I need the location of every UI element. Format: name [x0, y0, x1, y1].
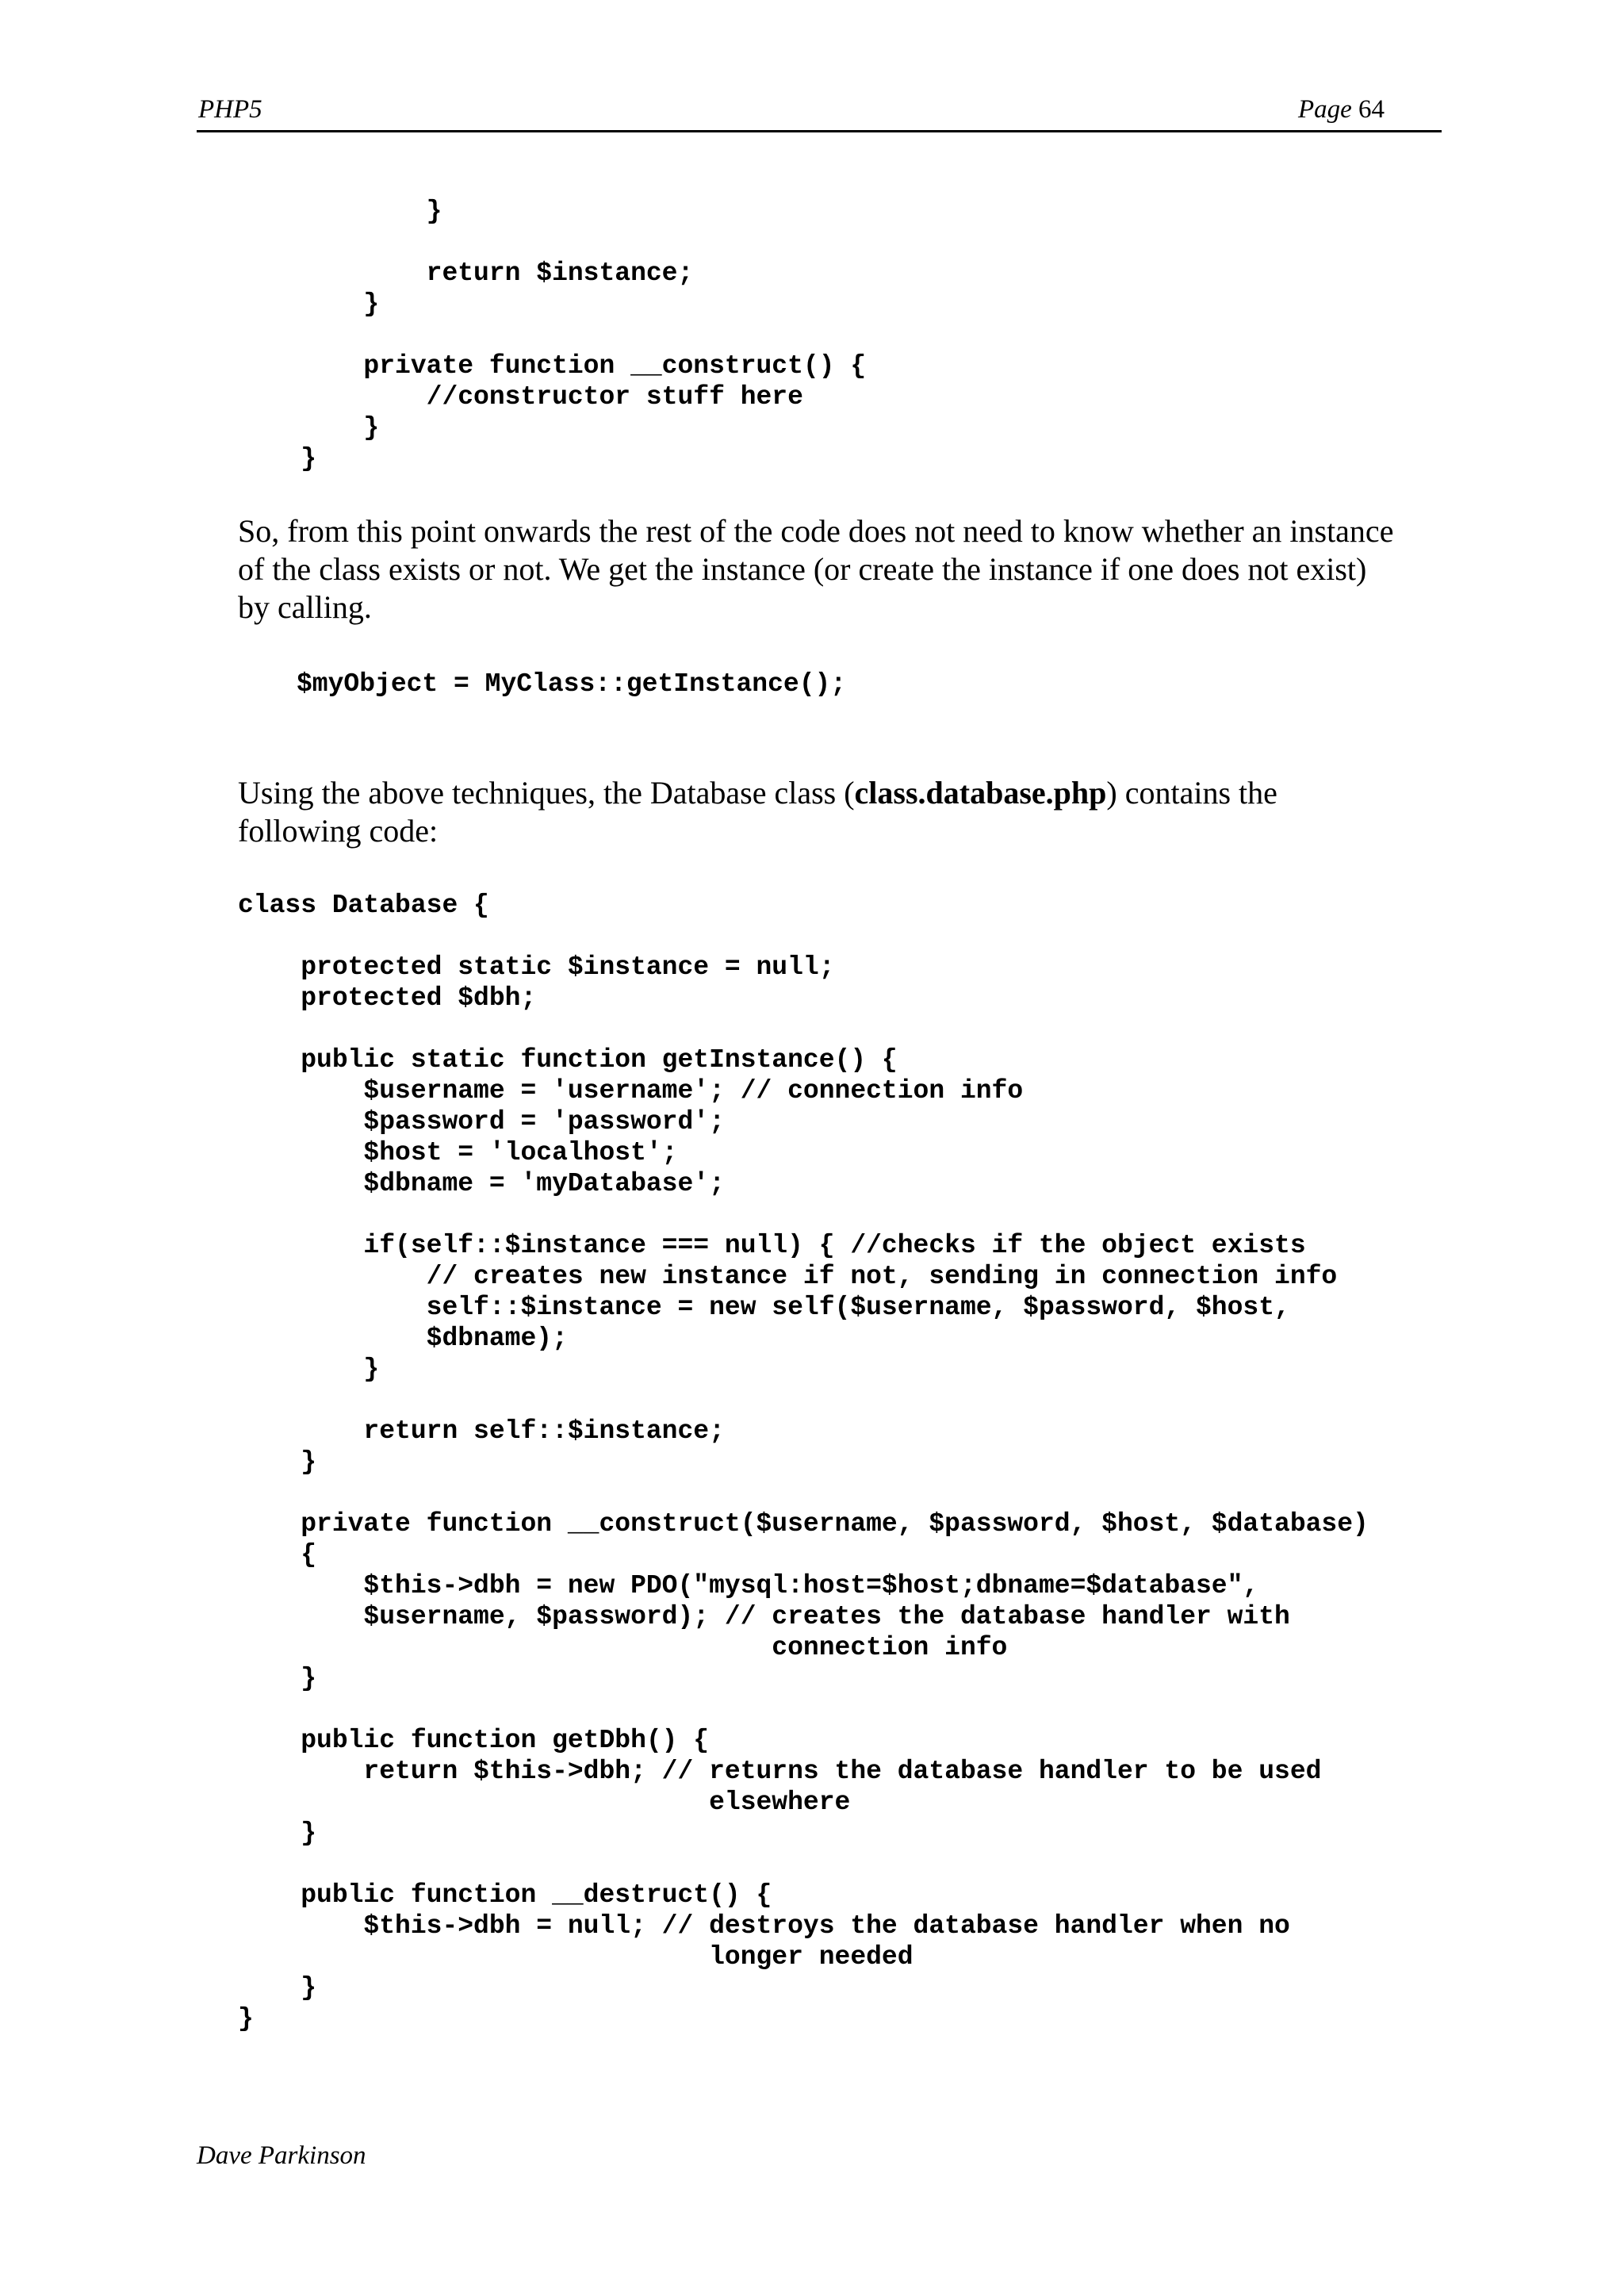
- code-line: }: [238, 444, 317, 473]
- code-line: //constructor stuff here: [238, 382, 803, 412]
- code-line: [238, 1199, 1369, 1230]
- code-line: $dbname);: [238, 1324, 568, 1353]
- header-title: PHP5: [198, 95, 262, 124]
- paragraph-2: [238, 774, 1404, 850]
- code-line: // creates new instance if not, sending in connection info: [238, 1262, 1338, 1291]
- page-label: Page: [1297, 95, 1352, 124]
- code-line: public function __destruct() {: [238, 1880, 772, 1910]
- code-line: [238, 1694, 1369, 1725]
- code-block-call: [297, 669, 846, 700]
- code-line: protected $dbh;: [238, 983, 537, 1013]
- page-header: [197, 89, 1442, 132]
- code-line: class Database {: [238, 891, 489, 920]
- code-line: return $this->dbh; // returns the database handler to be used: [238, 1757, 1322, 1786]
- filename-bold: class.database.php: [854, 775, 1107, 811]
- code-line: public static function getInstance() {: [238, 1045, 898, 1075]
- code-line: [238, 320, 866, 351]
- code-line: }: [238, 1355, 380, 1384]
- code-line: [238, 1849, 1369, 1880]
- code-line: public function getDbh() {: [238, 1726, 710, 1755]
- paragraph-1: So, from this point onwards the rest of the code does not need to know whether an instance of the class exists or not. We get the instance (or create the instance if one does not exist) by calling.: [238, 513, 1394, 625]
- footer-author: Dave Parkinson: [197, 2141, 366, 2170]
- header-page: [1298, 89, 1385, 130]
- code-line: return $instance;: [238, 259, 694, 288]
- code-line: $password = 'password';: [238, 1107, 725, 1137]
- code-line: [238, 1014, 1369, 1045]
- code-line: }: [238, 1973, 317, 2003]
- code-line: elsewhere: [238, 1788, 851, 1817]
- code-line: $username = 'username'; // connection info: [238, 1076, 1024, 1106]
- code-block-database-class: [238, 890, 1369, 2034]
- code-line: $host = 'localhost';: [238, 1138, 678, 1167]
- code-line: }: [238, 2004, 254, 2033]
- code-line: }: [238, 413, 380, 443]
- code-line: $this->dbh = new PDO("mysql:host=$host;dbname=$database",: [238, 1571, 1259, 1600]
- code-line: $username, $password); // creates the database handler with: [238, 1602, 1290, 1631]
- code-line: return self::$instance;: [238, 1416, 725, 1446]
- code-line: if(self::$instance === null) { //checks if the object exists: [238, 1231, 1306, 1260]
- paragraph-2-before: Using the above techniques, the Database class (: [238, 775, 855, 811]
- code-line: {: [238, 1540, 317, 1570]
- code-line: }: [238, 1819, 317, 1848]
- code-line: }: [238, 1664, 317, 1693]
- code-line: [238, 921, 1369, 952]
- code-line: [238, 1478, 1369, 1508]
- page-footer: [197, 2141, 366, 2171]
- code-line: }: [238, 197, 442, 226]
- page-number: 64: [1358, 95, 1385, 124]
- code-line: $this->dbh = null; // destroys the database handler when no: [238, 1911, 1290, 1941]
- code-line: connection info: [238, 1633, 1008, 1662]
- paragraph-2-after: ) contains the following code:: [238, 775, 1277, 849]
- code-line: [238, 227, 866, 258]
- code-block-top: [238, 196, 866, 474]
- code-line: }: [238, 1447, 317, 1477]
- code-line: $myObject = MyClass::getInstance();: [297, 669, 847, 699]
- code-line: $dbname = 'myDatabase';: [238, 1169, 725, 1198]
- code-line: self::$instance = new self($username, $password, $host,: [238, 1293, 1290, 1322]
- code-line: protected static $instance = null;: [238, 953, 835, 982]
- code-line: }: [238, 289, 380, 319]
- code-line: private function __construct() {: [238, 351, 867, 381]
- code-line: longer needed: [238, 1942, 914, 1972]
- code-line: [238, 1385, 1369, 1416]
- code-line: private function __construct($username, $password, $host, $database): [238, 1509, 1369, 1539]
